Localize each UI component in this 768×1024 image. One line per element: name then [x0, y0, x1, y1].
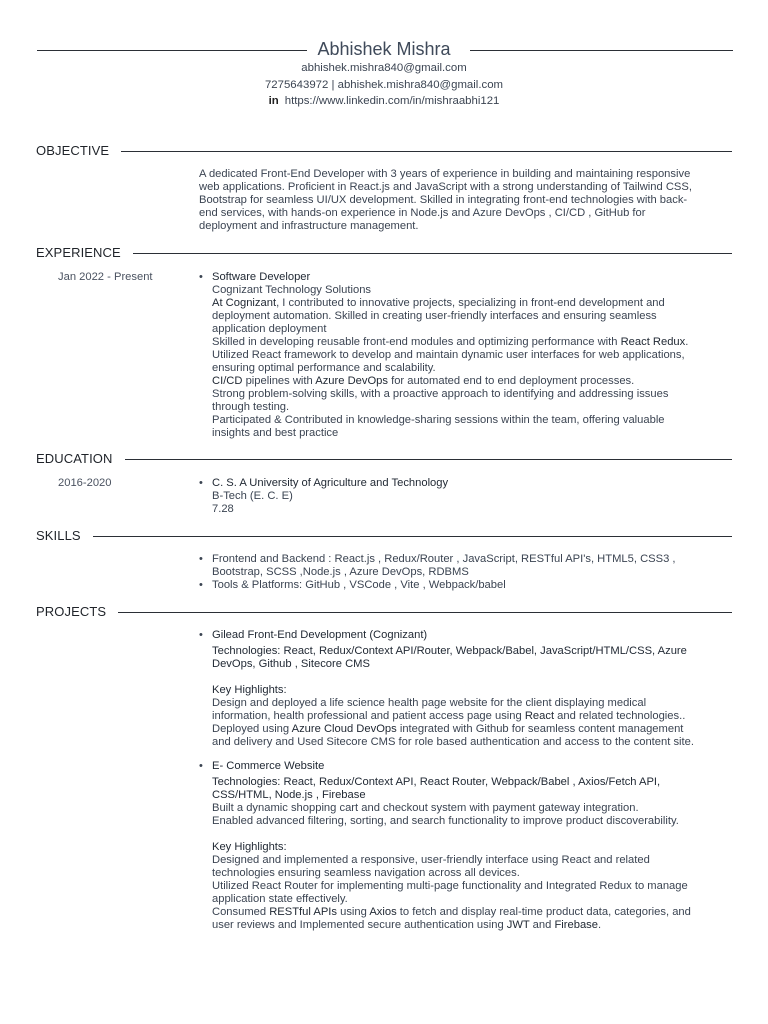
skill-item: Bootstrap, SCSS ,Node.js , Azure DevOps, RDBMS: [212, 566, 469, 578]
section-title: SKILLS: [36, 528, 93, 544]
objective-line: A dedicated Front-End Developer with 3 years of experience in building and maintaining responsive: [199, 168, 691, 180]
project-text: Designed and implemented a responsive, user-friendly interface using React and related: [212, 854, 650, 866]
exp-text: , I contributed to innovative projects, specializing in front-end development and: [276, 297, 665, 309]
objective-text: [199, 168, 731, 233]
project-name: Gilead Front-End Development (Cognizant): [212, 629, 428, 641]
bullet-icon: •: [199, 629, 203, 641]
exp-text: insights and best practice: [212, 427, 339, 439]
candidate-name: Abhishek Mishra: [317, 39, 451, 59]
exp-text: for automated end to end deployment processes.: [387, 375, 635, 387]
section-experience: [36, 245, 732, 261]
exp-text: Strong problem-solving skills, with a proactive approach to identifying and addressing issues: [212, 388, 669, 400]
company-name: Cognizant Technology Solutions: [212, 284, 372, 296]
exp-text: CI/CD: [212, 375, 243, 387]
project-tech: DevOps, Github , Sitecore CMS: [212, 658, 370, 670]
exp-text: At Cognizant: [212, 297, 277, 309]
exp-text: .: [685, 336, 689, 348]
exp-text: through testing.: [212, 401, 290, 413]
project-text: technologies ensuring seamless navigation across all devices.: [212, 867, 520, 879]
section-education: [36, 451, 732, 467]
project-text: .: [598, 919, 602, 931]
project-text: React: [524, 710, 555, 722]
project-text: information, health professional and patient access page using: [212, 710, 525, 722]
experience-date: Jan 2022 - Present: [58, 271, 153, 283]
project-text: Utilized React Router for implementing multi-page functionality and Integrated Redux to manage: [212, 880, 688, 892]
bullet-icon: •: [199, 477, 203, 489]
key-highlights-label: Key Highlights:: [212, 684, 287, 696]
project-text: Design and deployed a life science health page website for the client displaying medical: [212, 697, 647, 709]
key-highlights-label: Key Highlights:: [212, 841, 287, 853]
project-tech: Technologies: React, Redux/Context API, React Router, Webpack/Babel , Axios/Fetch API,: [212, 776, 661, 788]
contact-email[interactable]: abhishek.mishra840@gmail.com: [301, 62, 467, 74]
project-text: and delivery and Used Sitecore CMS for role based authentication and access to the content site.: [212, 736, 694, 748]
exp-text: pipelines with: [242, 375, 316, 387]
project-gilead: [212, 629, 732, 749]
project-text: Consumed: [212, 906, 270, 918]
bullet-icon: •: [199, 271, 203, 283]
role-title: Software Developer: [212, 271, 311, 283]
project-text: Deployed using: [212, 723, 292, 735]
degree: B-Tech (E. C. E): [212, 490, 293, 502]
exp-text: Participated & Contributed in knowledge-sharing sessions within the team, offering valuable: [212, 414, 665, 426]
score: 7.28: [212, 503, 234, 515]
education-date: 2016-2020: [58, 477, 112, 489]
section-title: EDUCATION: [36, 451, 125, 467]
objective-line: end services, with hands-on experience in Node.js and Azure DevOps , CI/CD , GitHub for: [199, 207, 646, 219]
exp-text: application deployment: [212, 323, 327, 335]
exp-text: Azure DevOps: [315, 375, 388, 387]
project-ecommerce: [212, 760, 732, 932]
bullet-icon: •: [199, 760, 203, 772]
section-rule: [36, 612, 732, 613]
exp-text: React Redux: [620, 336, 686, 348]
project-text: and: [529, 919, 555, 931]
project-text: JWT: [506, 919, 530, 931]
section-skills: [36, 528, 732, 544]
bullet-icon: •: [199, 579, 203, 591]
exp-text: Skilled in developing reusable front-end modules and optimizing performance with: [212, 336, 621, 348]
project-text: Axios: [369, 906, 397, 918]
section-title: OBJECTIVE: [36, 143, 121, 159]
skills-list: [212, 553, 732, 592]
section-title: EXPERIENCE: [36, 245, 133, 261]
project-text: Enabled advanced filtering, sorting, and search functionality to improve product discoverability.: [212, 815, 679, 827]
exp-text: Utilized React framework to develop and maintain dynamic user interfaces for web applications,: [212, 349, 685, 361]
project-text: application state effectively.: [212, 893, 348, 905]
project-tech: Technologies: React, Redux/Context API/Router, Webpack/Babel, JavaScript/HTML/CSS, Azure: [212, 645, 687, 657]
project-text: user reviews and Implemented secure authentication using: [212, 919, 507, 931]
section-projects: [36, 604, 732, 620]
project-tech: CSS/HTML, Node.js , Firebase: [212, 789, 366, 801]
project-text: using: [337, 906, 370, 918]
objective-line: web applications. Proficient in React.js and JavaScript with a strong understanding of Tailwind CSS,: [199, 181, 692, 193]
linkedin-link[interactable]: https://www.linkedin.com/in/mishraabhi121: [284, 95, 500, 107]
linkedin-icon: in: [268, 95, 279, 107]
bullet-icon: •: [199, 553, 203, 565]
school-name: C. S. A University of Agriculture and Technology: [212, 477, 449, 489]
skill-item: Frontend and Backend : React.js , Redux/Router , JavaScript, RESTful API's, HTML5, CSS3 ,: [212, 553, 676, 565]
contact-linkedin-line: [0, 94, 768, 108]
exp-text: deployment automation. Skilled in creating user-friendly interfaces and ensuring seamless: [212, 310, 657, 322]
section-objective: [36, 143, 732, 159]
project-text: and related technologies..: [554, 710, 686, 722]
project-name: E- Commerce Website: [212, 760, 325, 772]
section-rule: [36, 253, 732, 254]
contact-phone-email[interactable]: 7275643972 | abhishek.mishra840@gmail.com: [264, 79, 504, 91]
project-text: Azure Cloud DevOps: [291, 723, 397, 735]
section-rule: [36, 151, 732, 152]
skill-item: Tools & Platforms: GitHub , VSCode , Vite , Webpack/babel: [212, 579, 506, 591]
objective-line: deployment and infrastructure management.: [199, 220, 419, 232]
experience-entry: [212, 271, 732, 440]
section-title: PROJECTS: [36, 604, 118, 620]
project-text: Firebase: [554, 919, 598, 931]
section-rule: [36, 536, 732, 537]
education-entry: [212, 477, 732, 516]
exp-text: ensuring optimal performance and scalability.: [212, 362, 436, 374]
project-text: RESTful APIs: [269, 906, 337, 918]
section-rule: [36, 459, 732, 460]
objective-line: Bootstrap for seamless UI/UX development. Skilled in integrating front-end technologies with back-: [199, 194, 688, 206]
project-text: integrated with Github for seamless content management: [396, 723, 684, 735]
project-text: to fetch and display real-time product data, categories, and: [396, 906, 691, 918]
project-text: Built a dynamic shopping cart and checkout system with payment gateway integration.: [212, 802, 639, 814]
